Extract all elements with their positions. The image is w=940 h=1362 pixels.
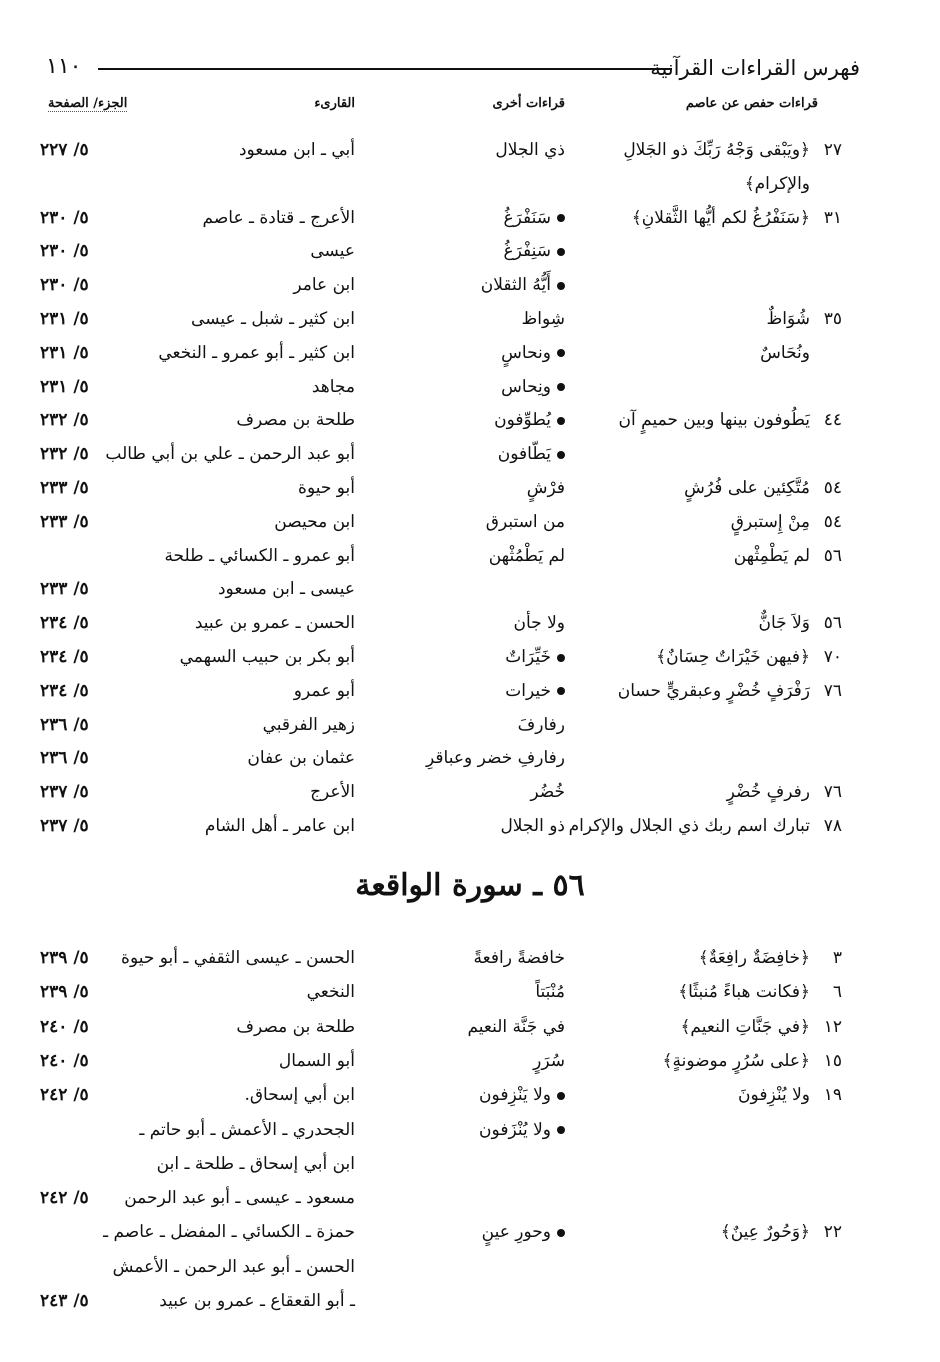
hafs-reading: رفرفٍ خُضْرٍ (726, 782, 810, 803)
other-reading (533, 1049, 565, 1073)
table-row (0, 814, 940, 846)
running-title: فهرس القراءات القرآنية (650, 56, 860, 80)
table-row (0, 341, 940, 373)
table-row (0, 946, 940, 978)
other-reading (494, 408, 565, 432)
volume-page-ref: ٥/ ٢٤٠ (40, 1016, 89, 1037)
verse-number: ٥٦ (823, 545, 842, 566)
volume-page-ref: ٥/ ٢٣١ (40, 376, 89, 397)
other-reading (535, 980, 565, 1004)
volume-page-ref: ٥/ ٢٣٧ (40, 782, 89, 803)
other-reading (527, 476, 565, 500)
other-reading-text: سَنَفْرَغُ (503, 207, 551, 228)
hafs-reading: مِنْ إِستبرقٍ (730, 511, 810, 532)
volume-page-ref: ٥/ ٢٣٧ (40, 816, 89, 836)
reader-name: عيسى ـ ابن مسعود (217, 579, 355, 600)
bullet-icon (557, 214, 565, 222)
column-header-hafs: قراءات حفص عن عاصم (685, 96, 818, 111)
reader-name: أبو عمرو (293, 680, 355, 701)
reader-name: طلحة بن مصرف (236, 410, 355, 431)
volume-page-ref: ٥/ ٢٣٩ (40, 982, 89, 1003)
table-row (0, 1255, 940, 1287)
reader-name: أبو عمرو ـ الكسائي ـ طلحة (164, 545, 355, 566)
other-reading (501, 341, 565, 365)
reader-name: مجاهد (311, 376, 355, 397)
reader-name: ابن محيصن (274, 511, 355, 532)
other-reading-text: مُنْبَتاً (535, 982, 565, 1003)
other-reading (522, 307, 565, 331)
volume-page-ref: ٥/ ٢٢٧ (40, 140, 89, 160)
other-reading (489, 544, 565, 568)
other-reading-text: رفارفَ (517, 714, 565, 735)
reader-name: أبي ـ ابن مسعود (238, 140, 355, 160)
other-reading-text: يَطّافون (497, 444, 551, 465)
table-row (0, 746, 940, 778)
other-reading (486, 510, 565, 534)
volume-page-ref: ٥/ ٢٣٣ (40, 478, 89, 498)
reader-name: ابن عامر ـ أهل الشام (204, 816, 355, 836)
table-row (0, 476, 940, 508)
verse-number: ٣١ (823, 207, 842, 228)
reader-name: ابن كثير ـ أبو عمرو ـ النخعي (158, 342, 355, 363)
hafs-reading: ﴿على سُرُرٍ موضونةٍ﴾ (662, 1050, 810, 1071)
table-row (0, 442, 940, 474)
reader-name: النخعي (306, 982, 355, 1003)
other-reading-text: في جَنَّة النعيم (467, 1016, 565, 1037)
hafs-reading: ﴿سَنَفْرُغُ لكم أيُّها الثَّقلانِ﴾ (631, 207, 810, 228)
other-reading-text: ذو الجلال (500, 816, 565, 836)
other-reading (504, 239, 566, 263)
verse-number: ٥٤ (823, 478, 842, 498)
reader-name: الحسن ـ أبو عبد الرحمن ـ الأعمش (112, 1256, 355, 1277)
table-row (0, 544, 940, 576)
volume-page-ref: ٥/ ٢٣٠ (40, 241, 89, 262)
bullet-icon (557, 248, 565, 256)
verse-number: ٧٦ (823, 680, 842, 701)
table-row (0, 1152, 940, 1184)
hafs-reading: والإكرام﴾ (744, 173, 810, 194)
other-reading-text: رفارفِ خضر وعباقرِ (426, 748, 565, 769)
volume-page-ref: ٥/ ٢٤٢ (40, 1188, 89, 1209)
page-number: ١١٠ (46, 54, 82, 79)
table-row (0, 679, 940, 711)
verse-number: ١٥ (823, 1050, 842, 1071)
table-row (0, 375, 940, 407)
volume-page-ref: ٥/ ٢٤٢ (40, 1085, 89, 1106)
volume-page-ref: ٥/ ٢٣١ (40, 309, 89, 329)
other-reading-text: يُطوِّفون (494, 410, 551, 431)
volume-page-ref: ٥/ ٢٣٦ (40, 714, 89, 735)
reader-name: أبو عبد الرحمن ـ علي بن أبي طالب (105, 444, 355, 465)
hafs-reading: ونُحَاسٌ (760, 342, 810, 363)
other-reading-text: فرْشٍ (526, 478, 565, 498)
table-row (0, 1220, 940, 1252)
surah-heading: ٥٦ ـ سورة الواقعة (355, 868, 585, 903)
other-reading-text: خيرات (505, 680, 551, 701)
volume-page-ref: ٥/ ٢٣٣ (40, 579, 89, 600)
table-row (0, 577, 940, 609)
other-reading-text: ونِحاس (501, 376, 551, 397)
other-reading (505, 645, 565, 669)
other-reading (514, 611, 565, 635)
other-reading (482, 1220, 565, 1244)
other-reading (479, 1118, 565, 1142)
other-reading (495, 138, 565, 162)
table-row (0, 1049, 940, 1081)
reader-name: أبو حيوة (298, 478, 355, 498)
reader-name: ابن كثير ـ شبل ـ عيسى (191, 309, 355, 329)
table-row (0, 1186, 940, 1218)
other-reading (479, 1083, 565, 1107)
volume-page-ref: ٥/ ٢٣١ (40, 342, 89, 363)
other-reading (504, 206, 566, 230)
other-reading-text: سَنِفْرَغُ (503, 241, 551, 262)
other-reading-text: سُرَرٍ (533, 1050, 565, 1071)
reader-name: أبو السمال (278, 1050, 355, 1071)
hafs-reading: رَفْرَفٍ خُضْرٍ وعبقريٍّ حسان (617, 680, 810, 701)
verse-number: ٢٧ (823, 140, 842, 160)
hafs-reading: لم يَطْمِثْهن (733, 545, 810, 566)
column-header-ref: الجزء/ الصفحة (48, 96, 128, 111)
reader-name: أبو بكر بن حبيب السهمي (179, 647, 355, 667)
reader-name: زهير الفرقبي (262, 714, 355, 735)
volume-page-ref: ٥/ ٢٣٦ (40, 748, 89, 769)
table-row (0, 408, 940, 440)
verse-number: ٥٦ (823, 613, 842, 634)
table-row (0, 206, 940, 238)
hafs-reading: ولا يُنْزِفونَ (738, 1085, 810, 1106)
other-reading (481, 273, 565, 297)
table-row (0, 1118, 940, 1150)
table-row (0, 307, 940, 339)
verse-number: ٧٨ (823, 816, 842, 836)
other-reading-text: أَيُّهُ الثقلان (480, 275, 551, 296)
table-row (0, 1015, 940, 1047)
volume-page-ref: ٥/ ٢٣٣ (40, 511, 89, 532)
column-header-other: قراءات أخرى (492, 96, 565, 111)
bullet-icon (557, 451, 565, 459)
hafs-reading: مُتَّكِئين على فُرُشٍ (684, 478, 810, 498)
volume-page-ref: ٥/ ٢٣٢ (40, 410, 89, 431)
volume-page-ref: ٥/ ٢٣٤ (40, 613, 89, 634)
table-row (0, 1083, 940, 1115)
other-reading (426, 746, 565, 770)
reader-name: عيسى (310, 241, 355, 262)
other-reading (474, 946, 565, 970)
other-reading-text: خُضُر (530, 782, 565, 803)
table-row (0, 611, 940, 643)
other-reading-text: ولا يُنْزَفون (479, 1119, 551, 1140)
other-reading-text: ولا يَنْزِفون (479, 1085, 551, 1106)
reader-name: الحسن ـ عيسى الثقفي ـ أبو حيوة (121, 948, 355, 968)
bullet-icon (557, 417, 565, 425)
volume-page-ref: ٥/ ٢٣٢ (40, 444, 89, 465)
page-header (40, 52, 870, 86)
reader-name: حمزة ـ الكسائي ـ المفضل ـ عاصم ـ (103, 1222, 355, 1243)
header-rule (98, 68, 672, 70)
volume-page-ref: ٥/ ٢٣٠ (40, 207, 89, 228)
other-reading (467, 1015, 565, 1039)
reader-name: ابن عامر (293, 275, 355, 296)
hafs-reading: ﴿ويَبْقى وَجْهُ رَبِّكَ ذو الجَلالِ (623, 140, 810, 160)
table-row (0, 172, 940, 204)
verse-number: ٧٦ (823, 782, 842, 803)
reader-name: مسعود ـ عيسى ـ أبو عبد الرحمن (124, 1188, 355, 1209)
reader-name: ابن أبي إسحاق ـ طلحة ـ ابن (156, 1153, 355, 1174)
bullet-icon (557, 282, 565, 290)
other-reading (500, 814, 565, 838)
bullet-icon (557, 1126, 565, 1134)
hafs-reading: ﴿وَحُورٌ عِينٌ﴾ (720, 1222, 810, 1243)
volume-page-ref: ٥/ ٢٤٣ (40, 1291, 89, 1311)
other-reading (498, 442, 565, 466)
other-reading-text: من استبرق (485, 511, 565, 532)
verse-number: ١٢ (823, 1016, 842, 1037)
verse-number: ٢٢ (823, 1222, 842, 1243)
reader-name: طلحة بن مصرف (236, 1016, 355, 1037)
other-reading (505, 679, 565, 703)
verse-number: ٦ (832, 982, 842, 1003)
hafs-reading: ﴿في جَنَّاتِ النعيم﴾ (680, 1016, 810, 1037)
hafs-reading: ﴿فكانت هباءً مُنبثًا﴾ (678, 982, 810, 1003)
other-reading-text: ذي الجلال (495, 140, 565, 160)
volume-page-ref: ٥/ ٢٣٤ (40, 647, 89, 667)
other-reading (501, 375, 565, 399)
verse-number: ٣٥ (823, 309, 842, 329)
hafs-reading: تبارك اسم ربك ذي الجلال والإكرام (568, 816, 810, 836)
bullet-icon (557, 687, 565, 695)
hafs-reading: ﴿خافِضَةٌ رافِعَةٌ﴾ (698, 948, 810, 968)
bullet-icon (557, 1092, 565, 1100)
verse-number: ٥٤ (823, 511, 842, 532)
reader-name: الحسن ـ عمرو بن عبيد (194, 613, 355, 634)
table-row (0, 138, 940, 170)
table-row (0, 645, 940, 677)
table-row (0, 713, 940, 745)
verse-number: ٧٠ (823, 647, 842, 667)
other-reading-text: شِواظ (521, 309, 565, 329)
reader-name: عثمان بن عفان (247, 748, 355, 769)
table-row (0, 510, 940, 542)
other-reading-text: خافضةً رافعةً (473, 948, 565, 968)
reader-name: ابن أبي إسحاق. (244, 1085, 355, 1106)
table-row (0, 239, 940, 271)
hafs-reading: وَلاَ جَانٌّ (758, 613, 810, 634)
bullet-icon (557, 383, 565, 391)
reader-name: ـ أبو القعقاع ـ عمرو بن عبيد (159, 1291, 355, 1311)
reader-name: الجحدري ـ الأعمش ـ أبو حاتم ـ (139, 1119, 355, 1140)
other-reading (518, 713, 565, 737)
volume-page-ref: ٥/ ٢٣٩ (40, 948, 89, 968)
volume-page-ref: ٥/ ٢٣٤ (40, 680, 89, 701)
bullet-icon (557, 349, 565, 357)
table-row (0, 980, 940, 1012)
volume-page-ref: ٥/ ٢٤٠ (40, 1050, 89, 1071)
table-row (0, 780, 940, 812)
table-row (0, 1289, 940, 1321)
reader-name: الأعرج (310, 782, 355, 803)
verse-number: ١٩ (823, 1085, 842, 1106)
bullet-icon (557, 654, 565, 662)
hafs-reading: شُوَاظٌ (766, 309, 810, 329)
other-reading-text: خَيِّرَاتٌ (505, 647, 551, 667)
hafs-reading: ﴿فيهن خَيْرَاتٌ حِسَانٌ﴾ (656, 647, 810, 667)
other-reading-text: لم يَطْمُثْهن (488, 545, 565, 566)
bullet-icon (557, 1229, 565, 1237)
reader-name: الأعرج ـ قتادة ـ عاصم (202, 207, 355, 228)
column-header-reader: القارىء (314, 96, 355, 111)
volume-page-ref: ٥/ ٢٣٠ (40, 275, 89, 296)
verse-number: ٣ (832, 948, 842, 968)
verse-number: ٤٤ (823, 410, 842, 431)
other-reading-text: وحورِ عينٍ (481, 1222, 551, 1243)
hafs-reading: يَطُوفون بينها وبين حميمٍ آن (618, 410, 810, 431)
other-reading-text: ونحاسٍ (501, 342, 551, 363)
other-reading-text: ولا جأن (513, 613, 565, 634)
other-reading (530, 780, 565, 804)
table-row (0, 273, 940, 305)
